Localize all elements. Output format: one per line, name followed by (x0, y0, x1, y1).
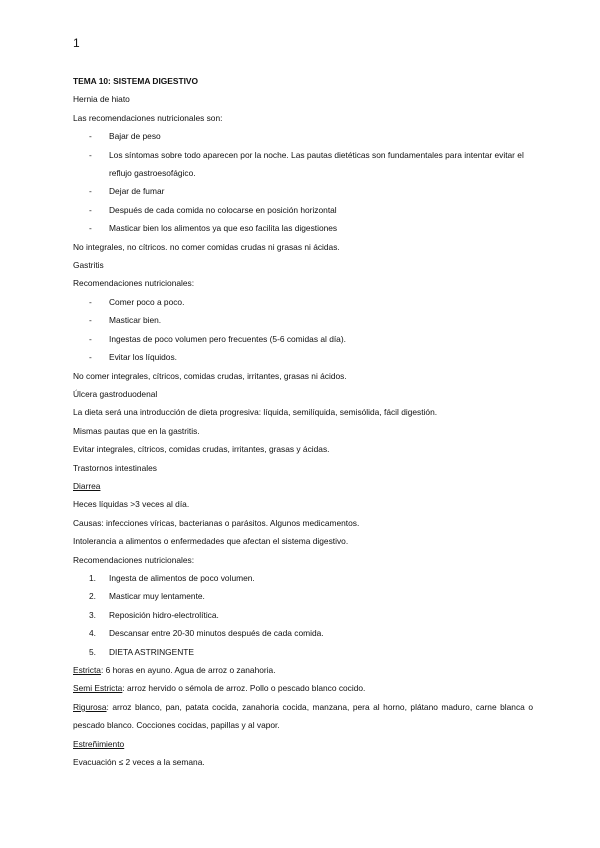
subheading-diarrea: Diarrea (73, 480, 101, 491)
diarrea-line: Intolerancia a alimentos o enfermedades que afectan el sistema digestivo. (73, 536, 349, 547)
list-item: - Dejar de fumar (89, 186, 165, 197)
diet-estricta: Estricta: 6 horas en ayuno. Agua de arroz o zanahoria. (73, 665, 276, 675)
estrenimiento-line: Evacuación ≤ 2 veces a la semana. (73, 757, 205, 768)
diet-semi-estricta: Semi Estricta: arroz hervido o sémola de arroz. Pollo o pescado blanco cocido. (73, 683, 366, 694)
hernia-intro: Las recomendaciones nutricionales son: (73, 112, 223, 123)
gastritis-note: No comer integrales, cítricos, comidas crudas, irritantes, grasas ni ácidos. (73, 370, 347, 381)
section-heading-gastritis: Gastritis (73, 260, 104, 271)
diarrea-line: Recomendaciones nutricionales: (73, 554, 195, 565)
document-title: TEMA 10: SISTEMA DIGESTIVO (73, 76, 199, 86)
page-number: 1 (73, 36, 80, 50)
subheading-estrenimiento: Estreñimiento (73, 738, 125, 749)
section-heading-hernia: Hernia de hiato (73, 94, 130, 105)
list-item: - Evitar los líquidos. (89, 352, 177, 363)
diarrea-line: Causas: infecciones víricas, bacterianas o parásitos. Algunos medicamentos. (73, 517, 360, 528)
diet-rigurosa: Rigurosa: arroz blanco, pan, patata cocida, zanahoria cocida, manzana, pera al horno, plátano maduro, carne blanca o pescado blanco. Cocciones cocidas, papillas y al vapor. (73, 701, 533, 731)
ulcera-line: La dieta será una introducción de dieta progresiva: líquida, semilíquida, semisólida, fácil digestión. (73, 407, 438, 418)
numbered-item: 4. Descansar entre 20-30 minutos después de cada comida. (89, 628, 324, 639)
gastritis-intro: Recomendaciones nutricionales: (73, 278, 195, 289)
numbered-item: 5. DIETA ASTRINGENTE (89, 646, 195, 657)
list-item: - Los síntomas sobre todo aparecen por la noche. Las pautas dietéticas son fundamentales para intentar evitar el reflujo gastroesofágico. (89, 149, 524, 179)
numbered-item: 2. Masticar muy lentamente. (89, 591, 205, 602)
list-item: - Masticar bien. (89, 315, 162, 326)
section-heading-ulcera: Úlcera gastroduodenal (73, 388, 158, 399)
list-item: - Después de cada comida no colocarse en posición horizontal (89, 204, 337, 215)
section-heading-trastornos: Trastornos intestinales (73, 462, 157, 473)
ulcera-line: Mismas pautas que en la gastritis. (73, 425, 200, 436)
numbered-item: 1. Ingesta de alimentos de poco volumen. (89, 572, 255, 583)
list-item: - Bajar de peso (89, 131, 161, 142)
list-item: - Masticar bien los alimentos ya que eso facilita las digestiones (89, 223, 338, 234)
hernia-note: No integrales, no cítricos. no comer comidas crudas ni grasas ni ácidas. (73, 241, 340, 252)
document-body (73, 72, 533, 771)
diarrea-line: Heces líquidas >3 veces al día. (73, 499, 190, 510)
ulcera-line: Evitar integrales, cítricos, comidas crudas, irritantes, grasas y ácidas. (73, 444, 330, 455)
list-item: - Ingestas de poco volumen pero frecuentes (5-6 comidas al día). (89, 333, 346, 344)
numbered-item: 3. Reposición hidro-electrolítica. (89, 609, 219, 620)
list-item: - Comer poco a poco. (89, 296, 185, 307)
